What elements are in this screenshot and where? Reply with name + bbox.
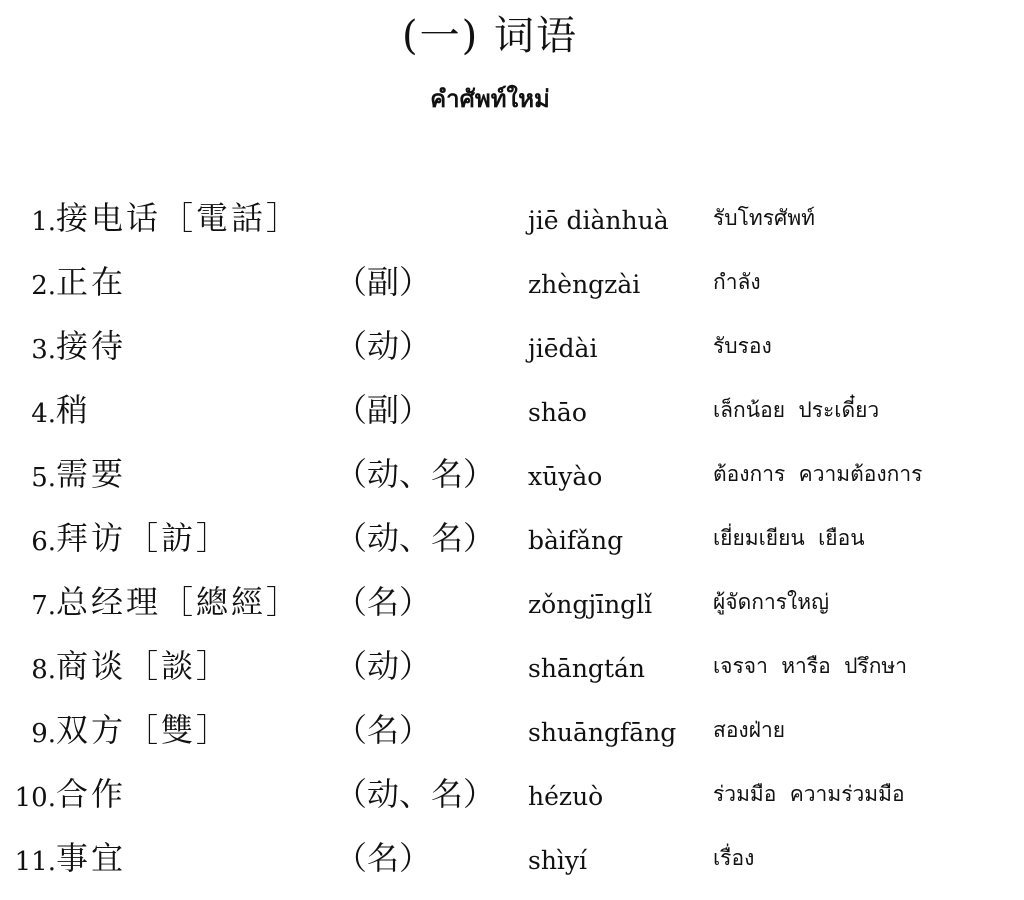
vocab-number: 9. xyxy=(31,719,56,749)
vocab-pinyin: shāo xyxy=(528,398,587,427)
vocab-word: 合作 xyxy=(56,775,127,813)
vocab-row-11 xyxy=(0,830,1024,894)
vocab-number: 11. xyxy=(14,847,56,877)
vocab-number: 10. xyxy=(14,783,56,813)
vocab-row-2 xyxy=(0,254,1024,318)
vocab-pinyin: zǒngjīnglǐ xyxy=(528,590,653,619)
vocab-word: 总经理［總經］ xyxy=(56,583,302,621)
vocab-number: 4. xyxy=(31,399,56,429)
vocab-thai-meaning: เล็กน้อย ประเดี๋ยว xyxy=(713,398,880,422)
page-subtitle: คำศัพท์ใหม่ xyxy=(430,85,550,113)
vocab-thai-meaning: เยี่ยมเยียน เยือน xyxy=(713,526,865,550)
vocab-thai-meaning: ต้องการ ความต้องการ xyxy=(713,462,923,486)
vocab-part-of-speech: （动） xyxy=(335,647,432,685)
vocabulary-list xyxy=(0,190,1024,894)
vocab-thai-meaning: เรื่อง xyxy=(713,846,755,870)
vocab-part-of-speech: （名） xyxy=(335,583,432,621)
vocab-thai-meaning: เจรจา หารือ ปรึกษา xyxy=(713,654,908,678)
vocab-thai-meaning: กำลัง xyxy=(713,270,761,294)
vocab-pinyin: shāngtán xyxy=(528,654,645,683)
vocab-pinyin: hézuò xyxy=(528,782,604,811)
vocab-pinyin: zhèngzài xyxy=(528,270,641,299)
vocab-thai-meaning: รับรอง xyxy=(713,334,772,358)
vocab-pinyin: shìyí xyxy=(528,846,588,875)
vocab-word: 接电话［電話］ xyxy=(56,199,302,237)
vocab-word: 正在 xyxy=(56,263,127,301)
vocab-word: 拜访［訪］ xyxy=(56,519,232,557)
vocab-number: 5. xyxy=(31,463,56,493)
vocab-word: 双方［雙］ xyxy=(56,711,232,749)
vocab-number: 6. xyxy=(31,527,56,557)
vocab-row-6 xyxy=(0,510,1024,574)
vocab-part-of-speech: （动、名） xyxy=(335,775,496,813)
vocab-word: 商谈［談］ xyxy=(56,647,232,685)
vocab-number: 7. xyxy=(31,591,56,621)
vocab-part-of-speech: （动、名） xyxy=(335,455,496,493)
vocab-row-8 xyxy=(0,638,1024,702)
vocab-number: 2. xyxy=(31,271,56,301)
vocab-part-of-speech: （动） xyxy=(335,327,432,365)
vocab-thai-meaning: รับโทรศัพท์ xyxy=(713,206,816,230)
vocab-pinyin: shuāngfāng xyxy=(528,718,677,747)
vocab-pinyin: jiē diànhuà xyxy=(528,206,669,235)
vocab-thai-meaning: ผู้จัดการใหญ่ xyxy=(713,590,830,614)
vocab-row-1 xyxy=(0,190,1024,254)
vocab-number: 3. xyxy=(31,335,56,365)
vocab-number: 1. xyxy=(31,207,56,237)
vocab-row-7 xyxy=(0,574,1024,638)
vocab-word: 接待 xyxy=(56,327,127,365)
vocab-part-of-speech: （动、名） xyxy=(335,519,496,557)
page-title: (一) 词语 xyxy=(402,13,578,59)
vocab-thai-meaning: ร่วมมือ ความร่วมมือ xyxy=(713,782,905,806)
vocab-pinyin: bàifǎng xyxy=(528,526,624,555)
vocab-row-9 xyxy=(0,702,1024,766)
vocab-word: 稍 xyxy=(56,391,92,429)
vocab-number: 8. xyxy=(31,655,56,685)
vocab-word: 需要 xyxy=(56,455,127,493)
vocab-part-of-speech: （副） xyxy=(335,263,432,301)
vocab-part-of-speech: （名） xyxy=(335,839,432,877)
vocab-part-of-speech: （名） xyxy=(335,711,432,749)
vocab-pinyin: jiēdài xyxy=(528,334,598,363)
vocab-word: 事宜 xyxy=(56,839,127,877)
vocab-part-of-speech: （副） xyxy=(335,391,432,429)
vocab-row-10 xyxy=(0,766,1024,830)
vocab-row-5 xyxy=(0,446,1024,510)
vocab-pinyin: xūyào xyxy=(528,462,603,491)
vocab-thai-meaning: สองฝ่าย xyxy=(713,718,786,742)
vocab-row-4 xyxy=(0,382,1024,446)
vocab-row-3 xyxy=(0,318,1024,382)
